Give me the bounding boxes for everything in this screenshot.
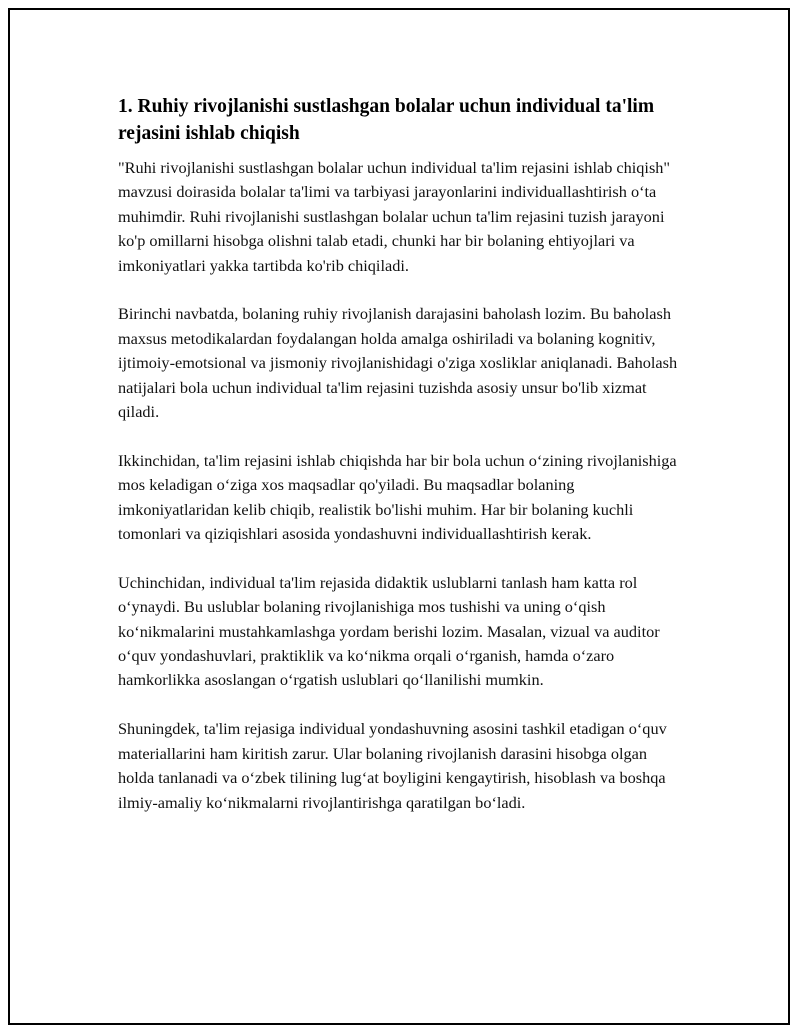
document-body [118,93,686,839]
paragraph-first: Birinchi navbatda, bolaning ruhiy rivojlanish darajasini baholash lozim. Bu baholash maxsus metodikalardan foydalangan holda amalga oshiriladi va bolaning kognitiv, ijtimoiy-emotsional va jismoniy rivojlanishidagi o'ziga xosliklar aniqlanadi. Baholash natijalari bola uchun individual ta'lim rejasini tuzishda asosiy unsur bo'lib xizmat qiladi. [118,304,678,422]
section-heading: 1. Ruhiy rivojlanishi sustlashgan bolalar uchun individual ta'lim rejasini ishlab chiqish [118,96,655,144]
paragraph-second: Ikkinchidan, ta'lim rejasini ishlab chiqishda har bir bola uchun o‘zining rivojlanishiga mos keladigan o‘ziga xos maqsadlar qo'yiladi. Bu maqsadlar bolaning imkoniyatlaridan kelib chiqib, realistik bo'lishi muhim. Har bir bolaning kuchli tomonlari va qiziqishlari asosida yondashuvni individuallashtirish kerak. [118,450,677,544]
paragraph-also: Shuningdek, ta'lim rejasiga individual yondashuvning asosini tashkil etadigan o‘quv materiallarini ham kiritish zarur. Ular bolaning rivojlanish darasini hisobga olgan holda tanlanadi va o‘zbek tilining lug‘at boyligini kengaytirish, hisoblash va boshqa ilmiy-amaliy ko‘nikmalarni rivojlantirishga qaratilgan bo‘ladi. [118,719,667,812]
paragraph-intro: "Ruhi rivojlanishi sustlashgan bolalar uchun individual ta'lim rejasini ishlab chiqish" mavzusi doirasida bolalar ta'limi va tarbiyasi jarayonlarini individuallashtirish o‘ta muhimdir. Ruhi rivojlanishi sustlashgan bolalar uchun ta'lim rejasini tuzish jarayoni ko'p omillarni hisobga olishni talab etadi, chunki har bir bolaning ehtiyojlari va imkoniyatlari yakka tartibda ko'rib chiqiladi. [118,158,671,275]
paragraph-third: Uchinchidan, individual ta'lim rejasida didaktik uslublarni tanlash ham katta rol o‘ynaydi. Bu uslublar bolaning rivojlanishiga mos tushishi va uning o‘qish ko‘nikmalarini mustahkamlashga yordam berishi lozim. Masalan, vizual va auditor o‘quv yondashuvlari, praktiklik va ko‘nikma orqali o‘rganish, hamda o‘zaro hamkorlikka asoslangan o‘rgatish uslublari qo‘llanilishi mumkin. [118,572,660,690]
